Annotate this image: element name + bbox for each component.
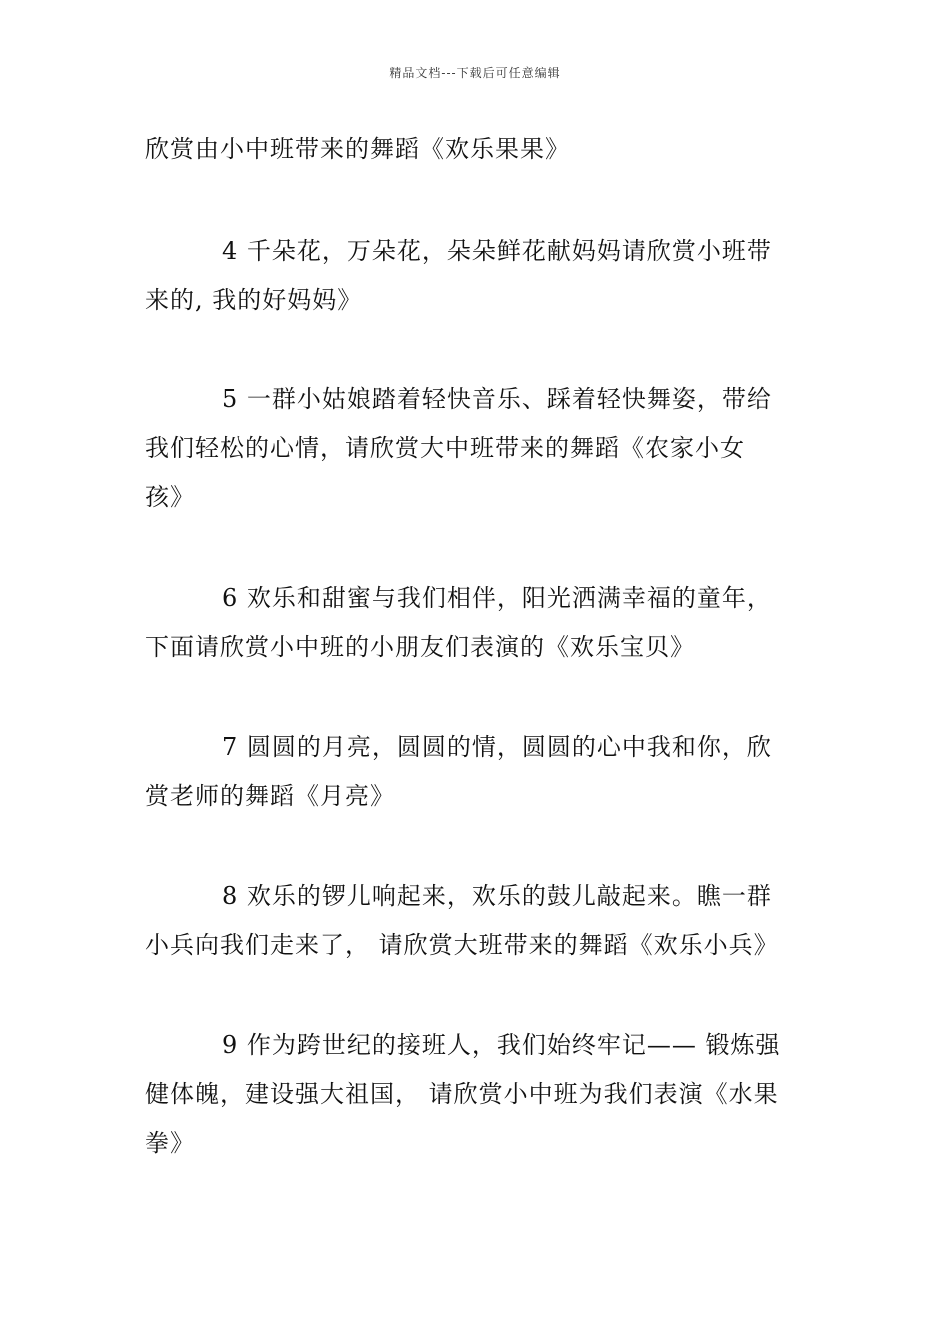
paragraph-line: 健体魄，建设强大祖国， 请欣赏小中班为我们表演《水果 [145, 1080, 779, 1108]
paragraph-line: 来的, 我的好妈妈》 [145, 286, 363, 314]
paragraph-line: 8 欢乐的锣儿响起来，欢乐的鼓儿敲起来。瞧一群 [222, 882, 772, 910]
paragraph-line: 赏老师的舞蹈《月亮》 [145, 782, 395, 810]
paragraph-line: 欣赏由小中班带来的舞蹈《欢乐果果》 [145, 135, 570, 163]
page-header: 精品文档---下载后可任意编辑 [389, 66, 561, 80]
paragraph-line: 孩》 [145, 483, 195, 511]
paragraph-line: 拳》 [145, 1129, 195, 1157]
paragraph-line: 5 一群小姑娘踏着轻快音乐、踩着轻快舞姿，带给 [222, 385, 772, 413]
paragraph-line: 7 圆圆的月亮，圆圆的情，圆圆的心中我和你，欣 [222, 733, 772, 761]
paragraph-line: 我们轻松的心情，请欣赏大中班带来的舞蹈《农家小女 [145, 434, 745, 462]
paragraph-line: 小兵向我们走来了， 请欣赏大班带来的舞蹈《欢乐小兵》 [145, 931, 779, 959]
paragraph-line: 下面请欣赏小中班的小朋友们表演的《欢乐宝贝》 [145, 633, 695, 661]
paragraph-line: 6 欢乐和甜蜜与我们相伴，阳光洒满幸福的童年， [222, 584, 772, 612]
paragraph-line: 4 千朵花，万朵花，朵朵鲜花献妈妈请欣赏小班带 [222, 237, 772, 265]
paragraph-line: 9 作为跨世纪的接班人，我们始终牢记—— 锻炼强 [222, 1031, 781, 1059]
